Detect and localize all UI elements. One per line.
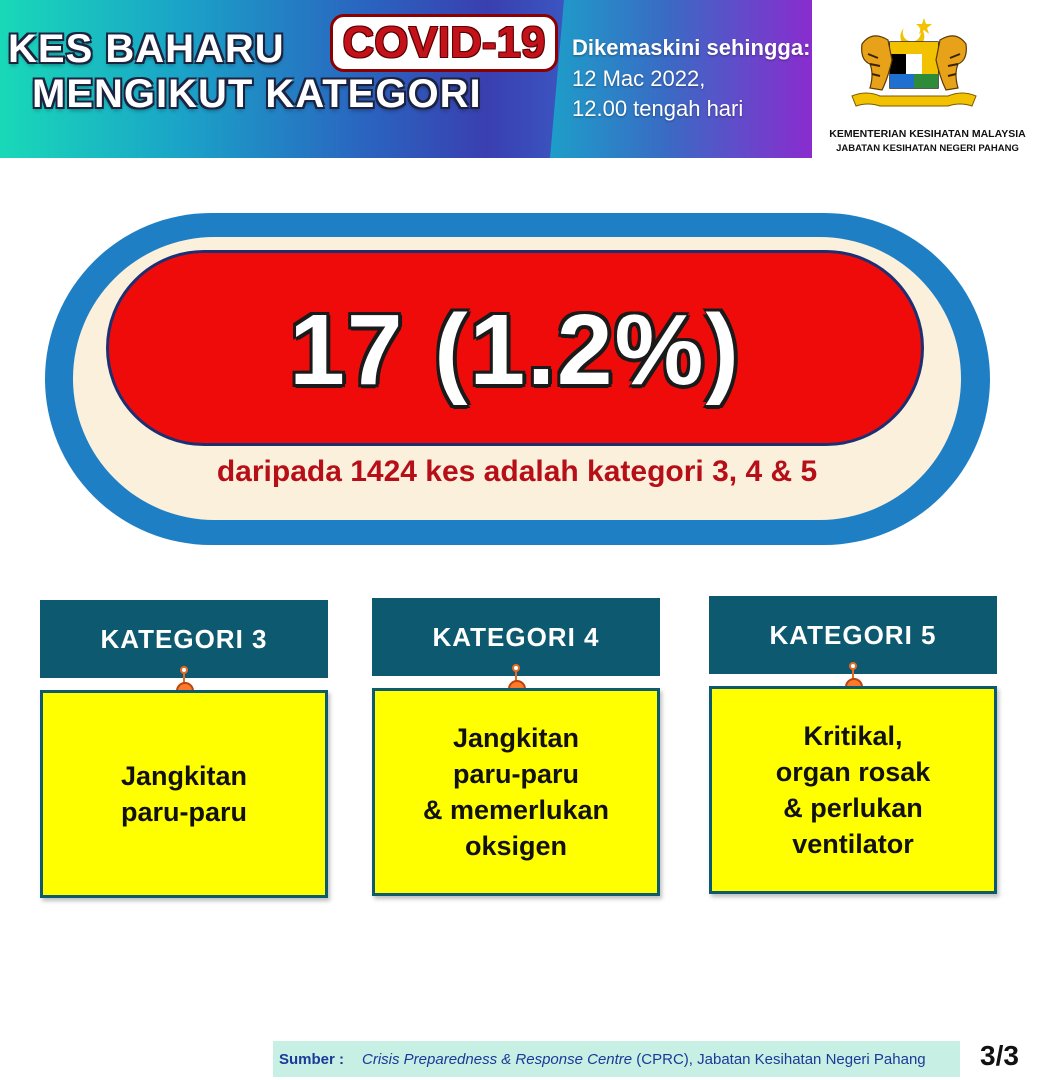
- headline-subtitle: daripada 1424 kes adalah kategori 3, 4 & 5: [216, 455, 818, 488]
- updated-label: Dikemaskini sehingga:: [572, 35, 811, 60]
- headline-pill: [106, 250, 924, 446]
- category-body: [40, 690, 328, 898]
- category-description: Jangkitan paru-paru: [120, 761, 248, 827]
- title-line-2: MENGIKUT KATEGORI: [32, 72, 482, 116]
- updated-date: 12 Mac 2022,: [572, 66, 706, 91]
- source-text: [362, 1051, 926, 1068]
- title-line-1: KES BAHARU: [8, 27, 285, 71]
- malaysia-coat-of-arms-icon: [846, 14, 982, 118]
- source-italic: Crisis Preparedness & Response Centre: [362, 1050, 633, 1068]
- category-title: KATEGORI 5: [769, 619, 937, 650]
- covid-badge-label: COVID-19: [342, 18, 546, 67]
- category-description: Jangkitan paru-paru & memerlukan oksigen: [422, 723, 610, 861]
- category-body: [709, 686, 997, 894]
- source-label: Sumber :: [279, 1050, 345, 1068]
- department-name: JABATAN KESIHATAN NEGERI PAHANG: [836, 143, 1019, 154]
- ministry-name: KEMENTERIAN KESIHATAN MALAYSIA: [829, 128, 1026, 140]
- updated-time: 12.00 tengah hari: [572, 96, 744, 121]
- category-title: KATEGORI 3: [100, 623, 268, 654]
- source-footer: [273, 1041, 960, 1077]
- source-rest: (CPRC), Jabatan Kesihatan Negeri Pahang: [632, 1050, 926, 1068]
- category-body: [372, 688, 660, 896]
- category-description: Kritikal, organ rosak & perlukan ventilator: [775, 721, 931, 859]
- headline-value: 17 (1.2%): [289, 293, 741, 406]
- covid-badge: [330, 14, 558, 72]
- page-number: 3/3: [980, 1040, 1019, 1071]
- category-title: KATEGORI 4: [432, 621, 600, 652]
